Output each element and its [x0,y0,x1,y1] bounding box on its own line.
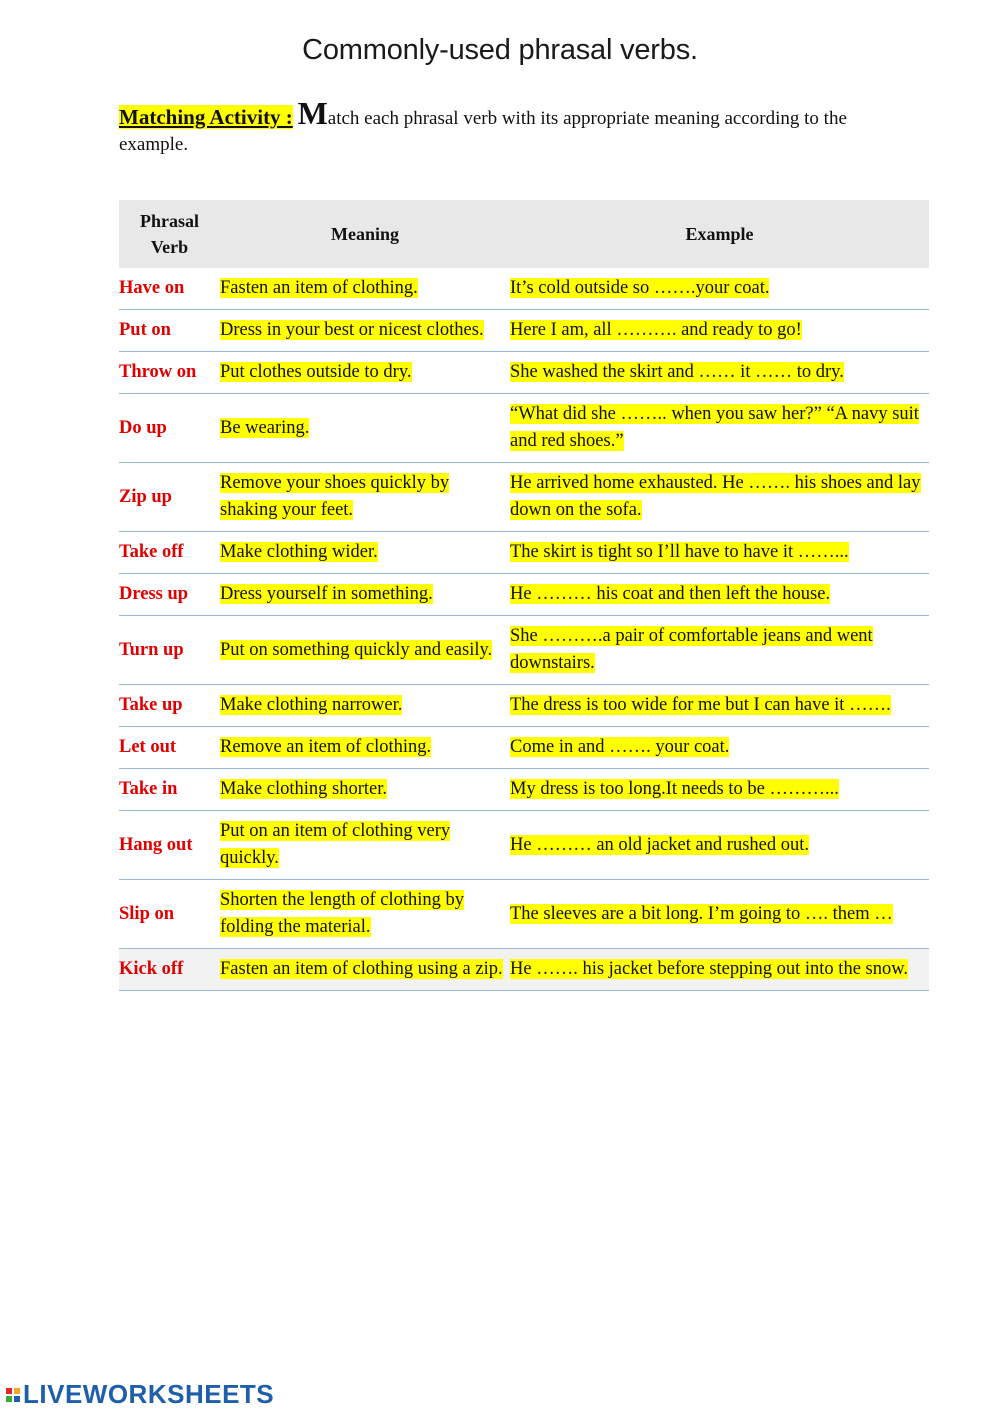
meaning-cell [220,310,510,352]
phrasal-verbs-table [119,200,929,991]
instructions [119,95,889,158]
verb-cell: Kick off [119,949,220,991]
verb-cell: Take in [119,769,220,811]
table-row [119,616,929,685]
example-cell [510,352,929,394]
table-row [119,769,929,811]
example-cell [510,880,929,949]
table-row [119,811,929,880]
header-meaning: Meaning [220,200,510,268]
meaning-text: Remove your shoes quickly by shaking your feet. [220,473,450,520]
example-cell [510,616,929,685]
example-cell [510,949,929,991]
meaning-cell [220,685,510,727]
example-cell [510,685,929,727]
table-row [119,949,929,991]
verb-cell: Hang out [119,811,220,880]
table-row [119,463,929,532]
meaning-text: Make clothing wider. [220,542,378,562]
verb-cell: Take off [119,532,220,574]
meaning-cell [220,769,510,811]
example-text: He ……… an old jacket and rushed out. [510,834,810,855]
meaning-text: Put on an item of clothing very quickly. [220,821,451,868]
table-row [119,352,929,394]
example-cell [510,394,929,463]
verb-cell: Dress up [119,574,220,616]
example-cell [510,727,929,769]
table-row [119,268,929,310]
logo-grid-icon [6,1388,20,1402]
meaning-text: Be wearing. [220,417,310,438]
example-cell [510,532,929,574]
header-verb: Phrasal Verb [119,200,220,268]
example-cell [510,811,929,880]
example-text: The sleeves are a bit long. I’m going to …. them … [510,903,893,924]
header-example: Example [510,200,929,268]
liveworksheets-logo[interactable] [6,1379,274,1410]
verb-cell: Put on [119,310,220,352]
instructions-text: atch each phrasal verb with its appropriate meaning according to the example. [119,108,847,155]
meaning-text: Shorten the length of clothing by folding the material. [220,890,465,937]
activity-label: Matching Activity : [119,105,293,129]
instructions-initial: M [297,95,328,131]
example-text: He ……. his jacket before stepping out into the snow. [510,959,909,979]
table-row [119,310,929,352]
example-text: He arrived home exhausted. He ……. his shoes and lay down on the sofa. [510,473,921,520]
meaning-cell [220,574,510,616]
verb-cell: Turn up [119,616,220,685]
example-cell [510,463,929,532]
meaning-cell [220,268,510,310]
verb-cell: Have on [119,278,185,298]
example-text: Come in and ……. your coat. [510,737,730,757]
table-row [119,685,929,727]
verb-cell: Take up [119,685,220,727]
meaning-text: Dress yourself in something. [220,584,433,604]
meaning-cell [220,616,510,685]
meaning-cell [220,727,510,769]
table-body [119,268,929,991]
verb-cell: Zip up [119,463,220,532]
example-text: She washed the skirt and …… it …… to dry. [510,362,844,382]
verb-cell: Slip on [119,880,220,949]
example-cell [510,268,929,310]
table-row [119,574,929,616]
table-header-row [119,200,929,268]
example-text: It’s cold outside so …….your coat. [510,278,770,298]
table-row [119,880,929,949]
logo-text: LIVEWORKSHEETS [23,1379,275,1409]
meaning-cell [220,811,510,880]
verb-cell: Throw on [119,352,220,394]
example-text: My dress is too long.It needs to be ………... [510,779,839,799]
meaning-text: Make clothing narrower. [220,695,403,715]
table-row [119,394,929,463]
meaning-text: Put clothes outside to dry. [220,362,412,382]
meaning-text: Dress in your best or nicest clothes. [220,320,484,340]
example-text: “What did she …….. when you saw her?” “A navy suit and red shoes.” [510,404,919,451]
page-title: Commonly-used phrasal verbs. [302,34,698,66]
example-cell [510,574,929,616]
meaning-text: Remove an item of clothing. [220,737,432,757]
example-text: The dress is too wide for me but I can have it ……. [510,695,891,715]
meaning-text: Put on something quickly and easily. [220,639,493,660]
example-cell [510,769,929,811]
meaning-text: Make clothing shorter. [220,779,387,799]
meaning-cell [220,880,510,949]
example-cell [510,310,929,352]
example-text: He ……… his coat and then left the house. [510,584,831,604]
table-row [119,727,929,769]
meaning-cell [220,394,510,463]
table-row [119,532,929,574]
example-text: The skirt is tight so I’ll have to have it ……... [510,542,849,562]
meaning-cell [220,532,510,574]
verb-cell: Do up [119,394,220,463]
example-text: She ……….a pair of comfortable jeans and went downstairs. [510,626,873,673]
example-text: Here I am, all ………. and ready to go! [510,320,802,340]
meaning-cell [220,352,510,394]
verb-cell: Let out [119,727,220,769]
meaning-cell [220,463,510,532]
meaning-text: Fasten an item of clothing. [220,278,418,298]
meaning-cell [220,949,510,991]
meaning-text: Fasten an item of clothing using a zip. [220,959,503,979]
